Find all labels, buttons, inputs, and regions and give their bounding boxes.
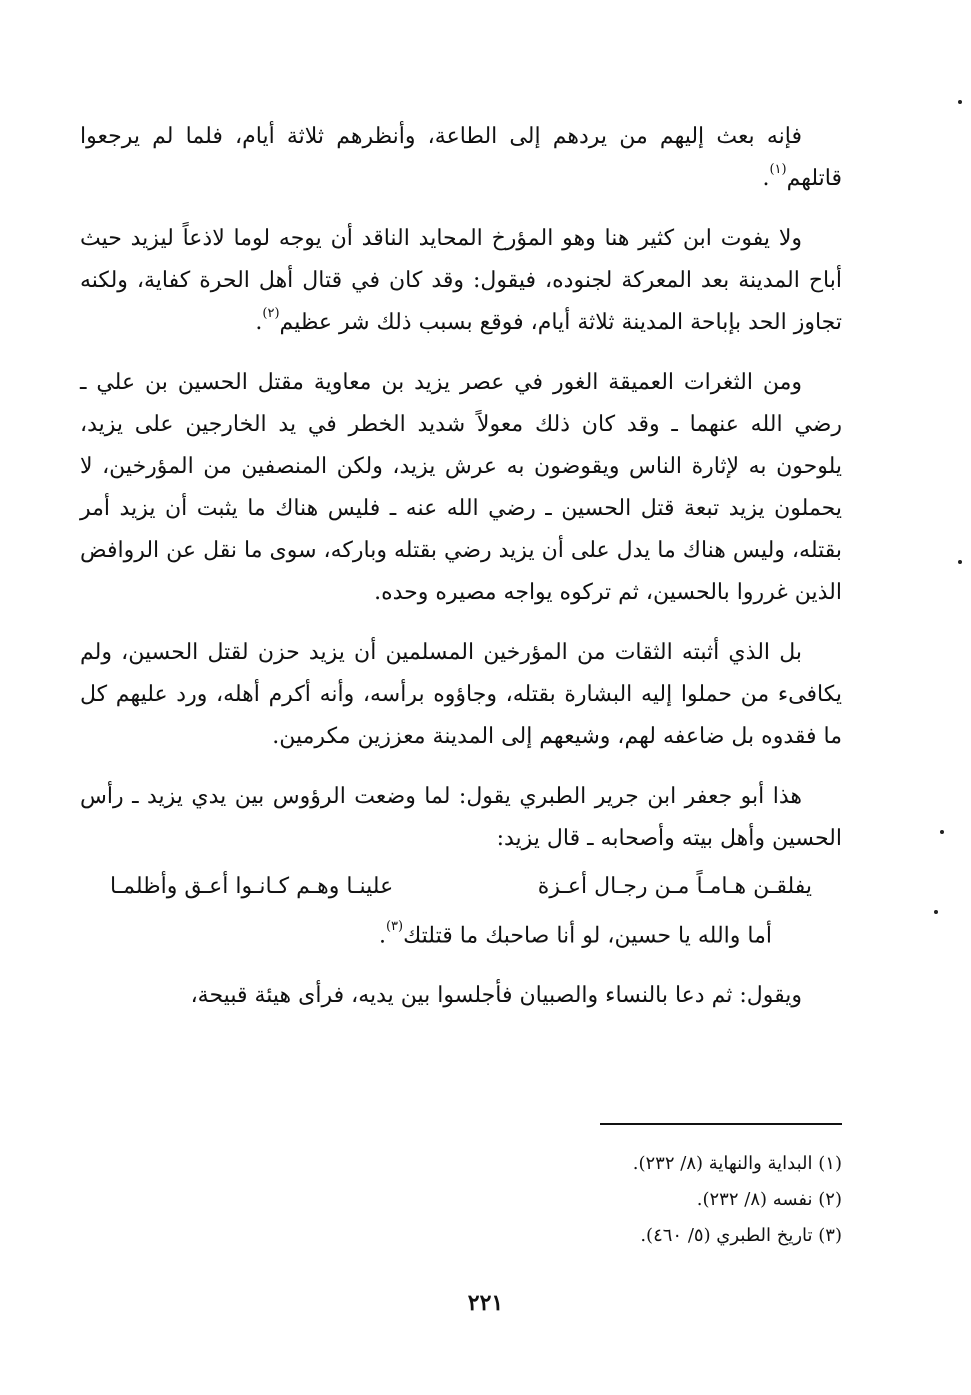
- paragraph-4: [80, 632, 842, 758]
- margin-speck: [940, 830, 944, 834]
- footnote-ref-2: (٢): [262, 305, 280, 321]
- paragraph-2-text: ولا يفوت ابن كثير هنا وهو المؤرخ المحايد الناقد أن يوجه لوما لاذعاً ليزيد حيث أباح المدينة بعد المعركة لجنوده، فيقول: وقد كان في قتال أهل الحرة كفاية، ولكنه تجاوز الحد بإباحة المدينة ثلاثة أيام، فوقع بسبب ذلك شر عظيم: [80, 226, 842, 335]
- after-verse-text: أما والله يا حسين، لو أنا صاحبك ما قتلتك: [403, 923, 772, 949]
- footnote-2: (٢) نفسه (٨/ ٢٣٢).: [696, 1189, 842, 1210]
- paragraph-3: [80, 362, 842, 614]
- paragraph-4-text: بل الذي أثبته الثقات من المؤرخين المسلمين أن يزيد حزن لقتل الحسين، ولم يكافىء من حملوا إليه البشارة بقتله، وجاؤوه برأسه، وأنه أكرم أهله، ورد عليهم كل ما فقدوه بل ضاعفه لهم، وشيعهم إلى المدينة معززين مكرمين.: [80, 640, 842, 749]
- paragraph-5-text: هذا أبو جعفر ابن جرير الطبري يقول: لما وضعت الرؤوس بين يدي يزيد ـ رأس الحسين وأهل بيته وأصحابه ـ قال يزيد:: [80, 784, 842, 851]
- footnotes: [400, 1146, 842, 1254]
- paragraph-6: [80, 975, 842, 1017]
- after-verse-tail: .: [378, 923, 386, 949]
- paragraph-3-text: ومن الثغرات العميقة الغور في عصر يزيد بن معاوية مقتل الحسين بن علي ـ رضي الله عنهما ـ وقد كان ذلك معولاً شديد الخطر في يد الخارجين على يزيد، يلوحون به لإثارة الناس ويقوضون به عرش يزيد، ولكن المنصفين من المؤرخين، لا يحملون يزيد تبعة قتل الحسين ـ رضي الله عنه ـ فليس هناك ما يثبت أن يزيد أمر بقتله، وليس هناك ما يدل على أن يزيد رضي بقتله وباركه، سوى ما نقل عن الروافض الذين غرروا بالحسين، ثم تركوه يواجه مصيره وحده.: [80, 370, 842, 605]
- paragraph-2-tail: .: [255, 310, 263, 335]
- after-verse-line: [80, 910, 842, 957]
- footnote-3: (٣) تاريخ الطبري (٥/ ٤٦٠).: [640, 1225, 842, 1246]
- page-number: ٢٢١: [467, 1290, 504, 1316]
- paragraph-2: [80, 218, 842, 344]
- footnote-1: (١) البداية والنهاية (٨/ ٢٣٢).: [632, 1153, 842, 1174]
- footnote-ref-3: (٣): [385, 919, 404, 934]
- paragraph-1: [80, 116, 842, 200]
- paragraph-5: [80, 776, 842, 860]
- verse-first-hemistich: يفلقـن هـامـاً مـن رجـال أعـزة: [537, 874, 812, 899]
- poetry-verse: [110, 866, 812, 908]
- footnote-ref-1: (١): [769, 161, 787, 177]
- paragraph-1-text: فإنه بعث إليهم من يردهم إلى الطاعة، وأنظرهم ثلاثة أيام، فلما لم يرجعوا قاتلهم: [80, 124, 842, 191]
- verse-second-hemistich: علينـا وهـم كـانـوا أعـق وأظلمـا: [110, 874, 394, 899]
- paragraph-1-tail: .: [762, 166, 770, 191]
- margin-speck: [934, 910, 938, 914]
- margin-speck: [958, 560, 962, 564]
- margin-speck: [958, 100, 962, 104]
- main-text: [80, 116, 842, 1035]
- footnote-divider: [600, 1123, 842, 1125]
- paragraph-6-text: ويقول: ثم دعا بالنساء والصبيان فأجلسوا بين يديه، فرأى هيئة قبيحة،: [190, 983, 802, 1009]
